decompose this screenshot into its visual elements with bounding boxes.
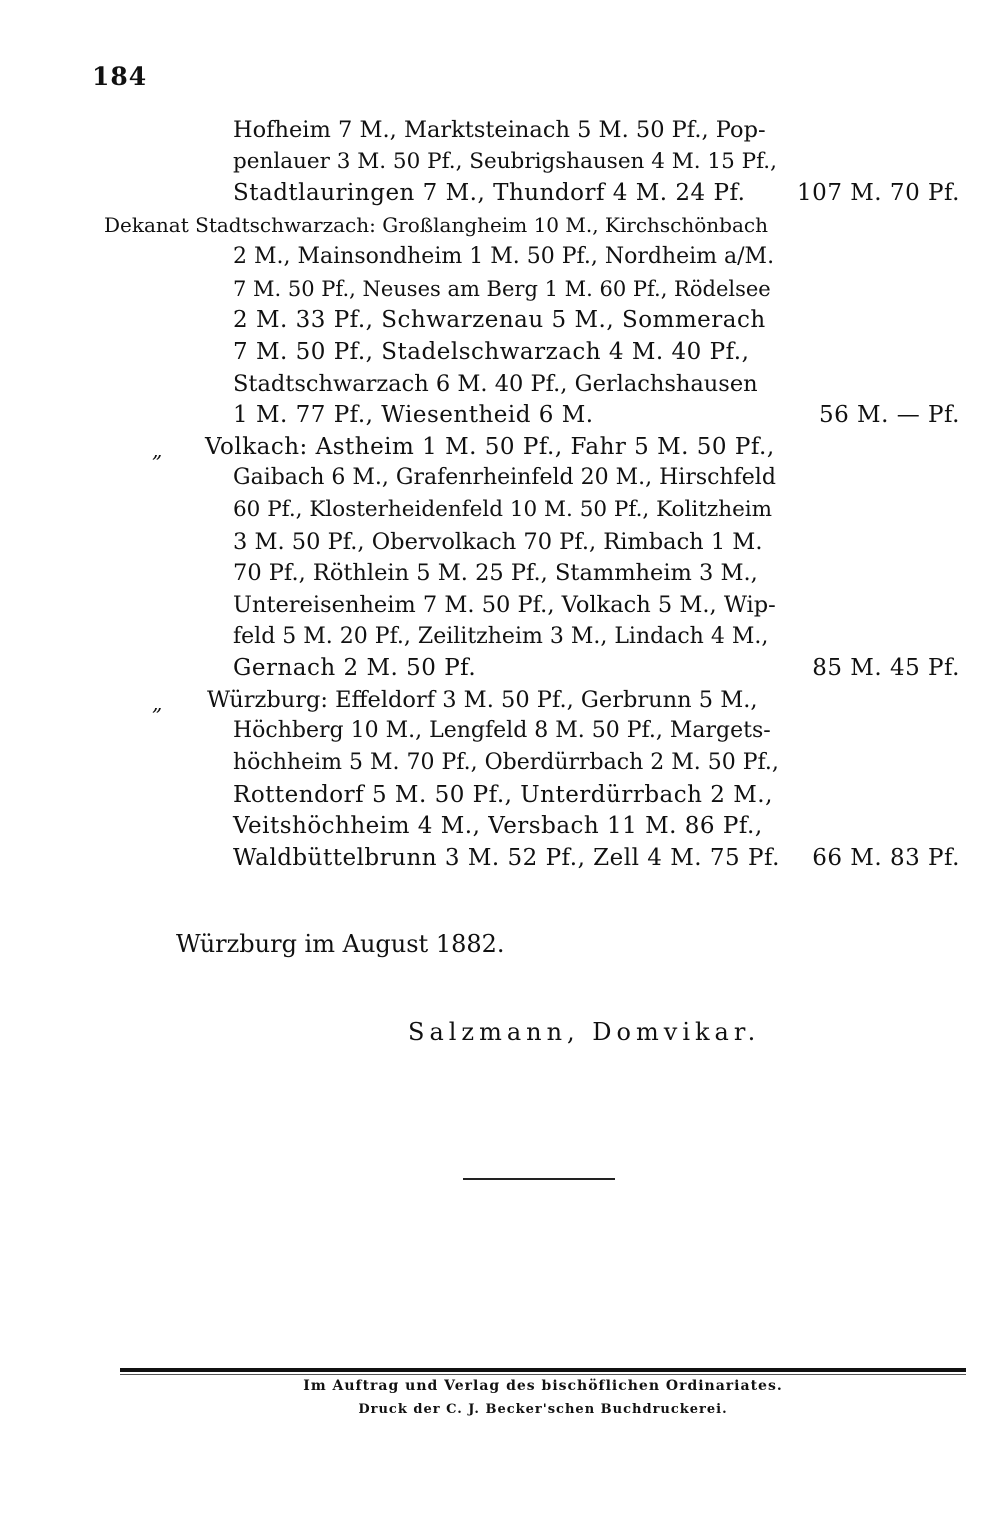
entry-line: 70 Pf., Röthlein 5 M. 25 Pf., Stammheim 3 M.,	[233, 560, 758, 586]
place-date: Würzburg im August 1882.	[176, 930, 505, 958]
entry-line: 2 M., Mainsondheim 1 M. 50 Pf., Nordheim a/M.	[233, 244, 775, 269]
imprint-printer: Druck der C. J. Becker'schen Buchdruckerei.	[358, 1402, 728, 1417]
entry-amount: 66 M. 83 Pf.	[812, 845, 960, 871]
entry-line: Dekanat Stadtschwarzach: Großlangheim 10 M., Kirchschönbach	[104, 213, 768, 237]
entry-line: Höchberg 10 M., Lengfeld 8 M. 50 Pf., Margets-	[233, 718, 771, 743]
entry-line: Veitshöchheim 4 M., Versbach 11 M. 86 Pf.,	[233, 813, 763, 839]
page-number: 184	[92, 62, 148, 91]
entry-amount: 107 M. 70 Pf.	[797, 180, 960, 206]
divider	[463, 1178, 615, 1180]
imprint-publisher: Im Auftrag und Verlag des bischöflichen Ordinariates.	[303, 1378, 783, 1394]
entry-line: 60 Pf., Klosterheidenfeld 10 M. 50 Pf., Kolitzheim	[233, 497, 773, 522]
entry-line: feld 5 M. 20 Pf., Zeilitzheim 3 M., Lindach 4 M.,	[233, 624, 769, 649]
footer-rule-thin	[120, 1374, 966, 1375]
entry-line: 3 M. 50 Pf., Obervolkach 70 Pf., Rimbach 1 M.	[233, 529, 763, 555]
entry-line: 7 M. 50 Pf., Stadelschwarzach 4 M. 40 Pf.,	[233, 339, 750, 365]
entry-line: Würzburg: Effeldorf 3 M. 50 Pf., Gerbrunn 5 M.,	[207, 687, 758, 713]
entry-line: Gaibach 6 M., Grafenrheinfeld 20 M., Hirschfeld	[233, 465, 776, 490]
entry-line: Untereisenheim 7 M. 50 Pf., Volkach 5 M., Wip-	[233, 592, 776, 618]
entry-line: 2 M. 33 Pf., Schwarzenau 5 M., Sommerach	[233, 307, 766, 333]
signature: Salzmann, Domvikar.	[408, 1018, 761, 1046]
footer-rule	[120, 1368, 966, 1372]
entry-line: Gernach 2 M. 50 Pf.	[233, 655, 477, 681]
entry-line: Stadtlauringen 7 M., Thundorf 4 M. 24 Pf.	[233, 180, 746, 206]
entry-line: Hofheim 7 M., Marktsteinach 5 M. 50 Pf., Pop-	[233, 117, 766, 143]
entry-line: 1 M. 77 Pf., Wiesentheid 6 M.	[233, 402, 594, 428]
entry-line: 7 M. 50 Pf., Neuses am Berg 1 M. 60 Pf., Rödelsee	[233, 277, 771, 301]
entry-line: Rottendorf 5 M. 50 Pf., Unterdürrbach 2 M.,	[233, 782, 773, 808]
entry-line: Volkach: Astheim 1 M. 50 Pf., Fahr 5 M. 50 Pf.,	[205, 434, 775, 460]
entry-line: höchheim 5 M. 70 Pf., Oberdürrbach 2 M. 50 Pf.,	[233, 750, 779, 775]
ditto-mark: „	[152, 691, 163, 715]
entry-line: penlauer 3 M. 50 Pf., Seubrigshausen 4 M. 15 Pf.,	[233, 149, 777, 174]
entry-line: Stadtschwarzach 6 M. 40 Pf., Gerlachshausen	[233, 371, 758, 397]
entry-line: Waldbüttelbrunn 3 M. 52 Pf., Zell 4 M. 75 Pf.	[233, 845, 780, 871]
entry-amount: 56 M. — Pf.	[818, 402, 960, 428]
ditto-mark: „	[152, 438, 163, 462]
entry-amount: 85 M. 45 Pf.	[812, 655, 960, 681]
